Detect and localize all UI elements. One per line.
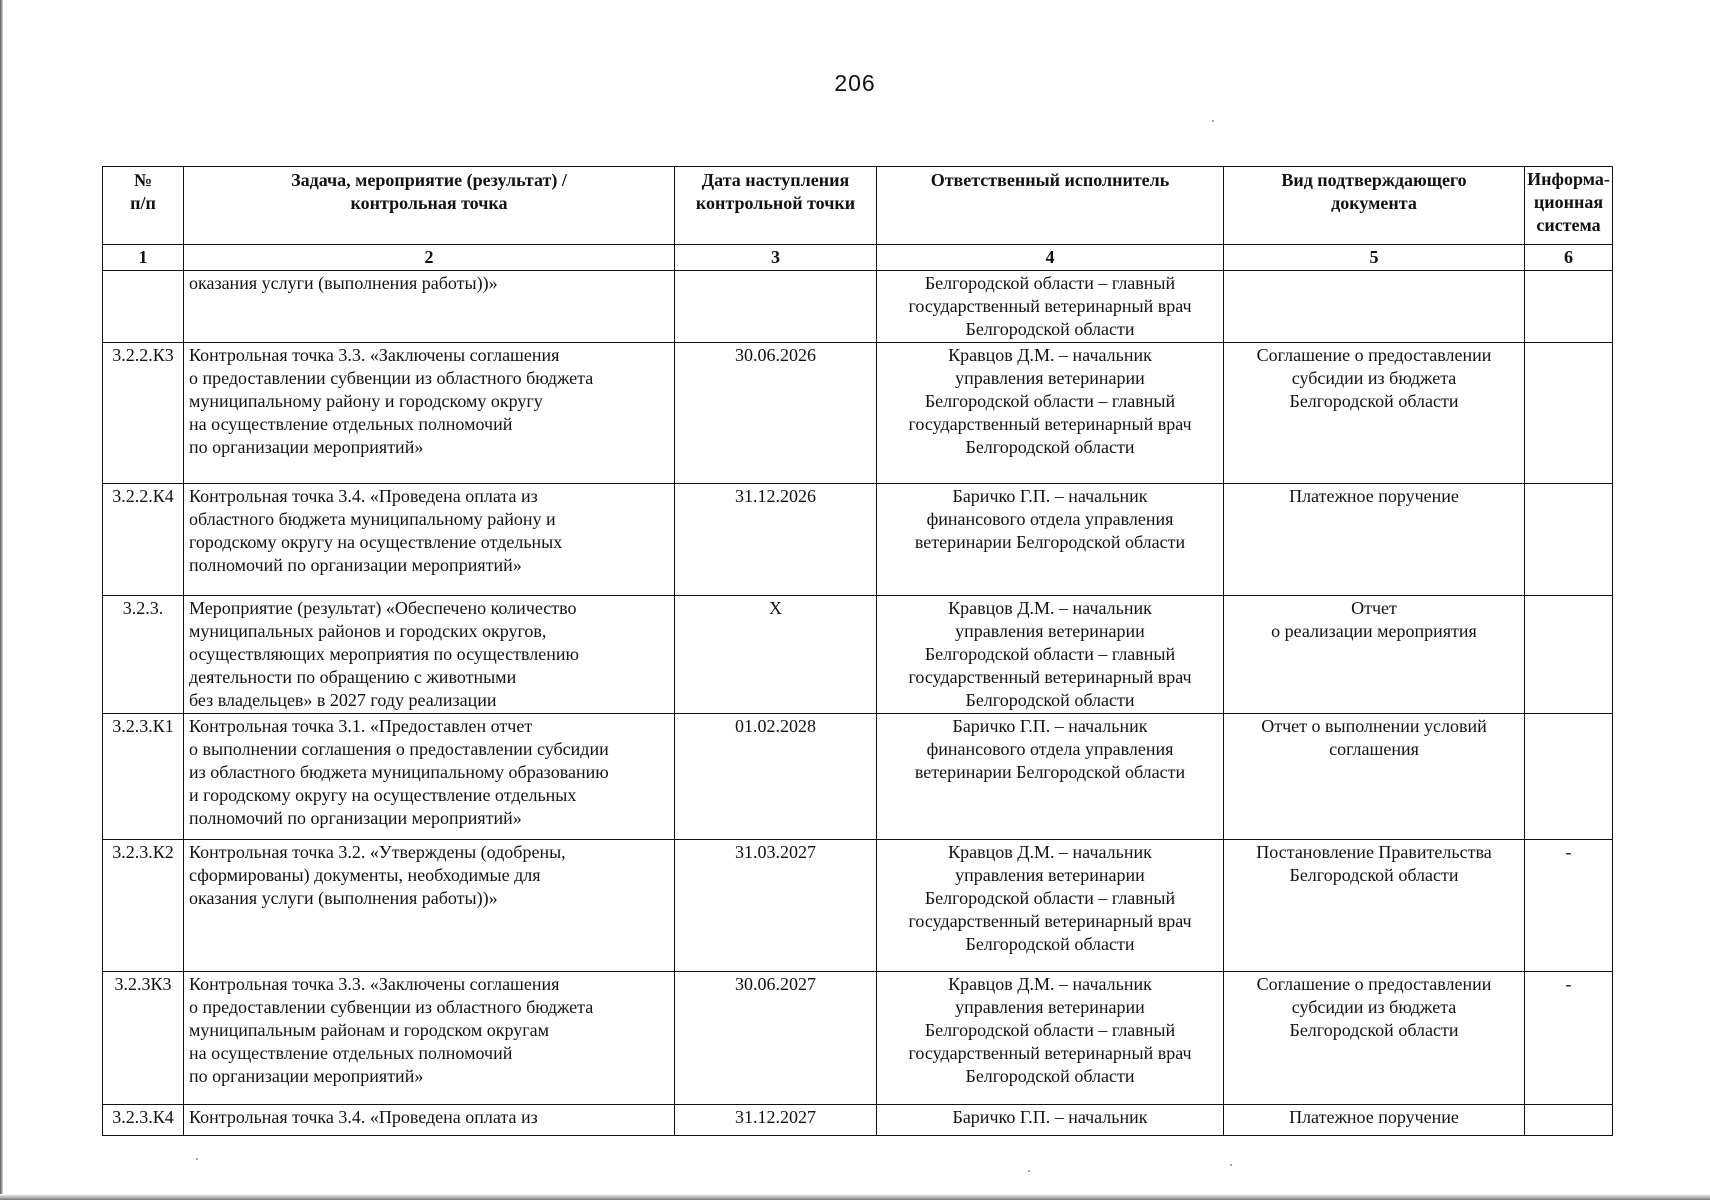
row-number: 3.2.3.К4 xyxy=(103,1105,184,1136)
row-number xyxy=(103,271,184,343)
scan-speck xyxy=(1212,120,1214,122)
row-number: 3.2.2.К3 xyxy=(103,343,184,484)
column-number: 2 xyxy=(184,245,675,271)
header-date: Дата наступления контрольной точки xyxy=(675,167,877,245)
row-task: Контрольная точка 3.3. «Заключены соглашения о предоставлении субвенции из областного бюджета муниципальному району и городскому округу на осуществление отдельных полномочий по организации мероприятий» xyxy=(184,343,675,484)
page-number: 206 xyxy=(834,70,876,96)
row-task: Контрольная точка 3.3. «Заключены соглашения о предоставлении субвенции из областного бюджета муниципальным районам и городском округам на осуществление отдельных полномочий по организации мероприятий» xyxy=(184,972,675,1105)
row-system xyxy=(1525,596,1613,714)
row-date: 30.06.2026 xyxy=(675,343,877,484)
header-task: Задача, мероприятие (результат) / контрольная точка xyxy=(184,167,675,245)
row-system xyxy=(1525,271,1613,343)
row-date: 31.12.2027 xyxy=(675,1105,877,1136)
row-document: Отчет о выполнении условий соглашения xyxy=(1224,714,1525,840)
row-task: оказания услуги (выполнения работы))» xyxy=(184,271,675,343)
row-document: Соглашение о предоставлении субсидии из бюджета Белгородской области xyxy=(1224,343,1525,484)
header-document: Вид подтверждающего документа xyxy=(1224,167,1525,245)
table-row xyxy=(103,596,1613,714)
header-system: Информа- ционная система xyxy=(1525,167,1613,245)
row-responsible: Кравцов Д.М. – начальник управления ветеринарии Белгородской области – главный государственный ветеринарный врач Белгородской области xyxy=(877,596,1224,714)
row-number: 3.2.3.К1 xyxy=(103,714,184,840)
row-system xyxy=(1525,714,1613,840)
row-system: - xyxy=(1525,972,1613,1105)
row-responsible: Кравцов Д.М. – начальник управления ветеринарии Белгородской области – главный государственный ветеринарный врач Белгородской области xyxy=(877,972,1224,1105)
row-system xyxy=(1525,1105,1613,1136)
row-document: Платежное поручение xyxy=(1224,484,1525,596)
row-responsible: Баричко Г.П. – начальник финансового отдела управления ветеринарии Белгородской области xyxy=(877,714,1224,840)
row-responsible: Баричко Г.П. – начальник финансового отдела управления ветеринарии Белгородской области xyxy=(877,484,1224,596)
row-system xyxy=(1525,484,1613,596)
row-document: Платежное поручение xyxy=(1224,1105,1525,1136)
row-responsible: Кравцов Д.М. – начальник управления ветеринарии Белгородской области – главный государственный ветеринарный врач Белгородской области xyxy=(877,343,1224,484)
scan-left-edge xyxy=(0,0,3,1200)
row-responsible: Белгородской области – главный государственный ветеринарный врач Белгородской области xyxy=(877,271,1224,343)
row-number: 3.2.3К3 xyxy=(103,972,184,1105)
row-system: - xyxy=(1525,840,1613,972)
table-row xyxy=(103,271,1613,343)
control-points-table xyxy=(102,166,1613,1136)
table-row xyxy=(103,343,1613,484)
row-system xyxy=(1525,343,1613,484)
table-row xyxy=(103,972,1613,1105)
header-number: № п/п xyxy=(103,167,184,245)
table-row xyxy=(103,1105,1613,1136)
row-task: Контрольная точка 3.4. «Проведена оплата из xyxy=(184,1105,675,1136)
row-responsible: Баричко Г.П. – начальник xyxy=(877,1105,1224,1136)
table-row xyxy=(103,714,1613,840)
row-task: Контрольная точка 3.2. «Утверждены (одобрены, сформированы) документы, необходимые для оказания услуги (выполнения работы))» xyxy=(184,840,675,972)
column-number: 1 xyxy=(103,245,184,271)
header-responsible: Ответственный исполнитель xyxy=(877,167,1224,245)
table-row xyxy=(103,840,1613,972)
row-task: Мероприятие (результат) «Обеспечено количество муниципальных районов и городских округов, осуществляющих мероприятия по осуществлению деятельности по обращению с животными без владельцев» в 2027 году реализации xyxy=(184,596,675,714)
row-task: Контрольная точка 3.4. «Проведена оплата из областного бюджета муниципальному району и городскому округу на осуществление отдельных полномочий по организации мероприятий» xyxy=(184,484,675,596)
row-date: 31.03.2027 xyxy=(675,840,877,972)
row-document xyxy=(1224,271,1525,343)
row-responsible: Кравцов Д.М. – начальник управления ветеринарии Белгородской области – главный государственный ветеринарный врач Белгородской области xyxy=(877,840,1224,972)
column-number: 5 xyxy=(1224,245,1525,271)
table-header-row xyxy=(103,167,1613,245)
column-number: 4 xyxy=(877,245,1224,271)
row-document: Отчет о реализации мероприятия xyxy=(1224,596,1525,714)
scan-speck xyxy=(1230,1164,1232,1166)
row-date: 31.12.2026 xyxy=(675,484,877,596)
row-date: Х xyxy=(675,596,877,714)
row-task: Контрольная точка 3.1. «Предоставлен отчет о выполнении соглашения о предоставлении субсидии из областного бюджета муниципальному образованию и городскому округу на осуществление отдельных полномочий по организации мероприятий» xyxy=(184,714,675,840)
row-number: 3.2.3. xyxy=(103,596,184,714)
scan-bottom-edge xyxy=(0,1194,1710,1200)
column-number-row xyxy=(103,245,1613,271)
table-row xyxy=(103,484,1613,596)
row-number: 3.2.3.К2 xyxy=(103,840,184,972)
scan-speck xyxy=(1028,1170,1030,1172)
row-number: 3.2.2.К4 xyxy=(103,484,184,596)
row-date: 30.06.2027 xyxy=(675,972,877,1105)
column-number: 6 xyxy=(1525,245,1613,271)
row-date: 01.02.2028 xyxy=(675,714,877,840)
scan-speck xyxy=(196,1158,198,1160)
row-document: Постановление Правительства Белгородской области xyxy=(1224,840,1525,972)
row-date xyxy=(675,271,877,343)
row-document: Соглашение о предоставлении субсидии из бюджета Белгородской области xyxy=(1224,972,1525,1105)
column-number: 3 xyxy=(675,245,877,271)
